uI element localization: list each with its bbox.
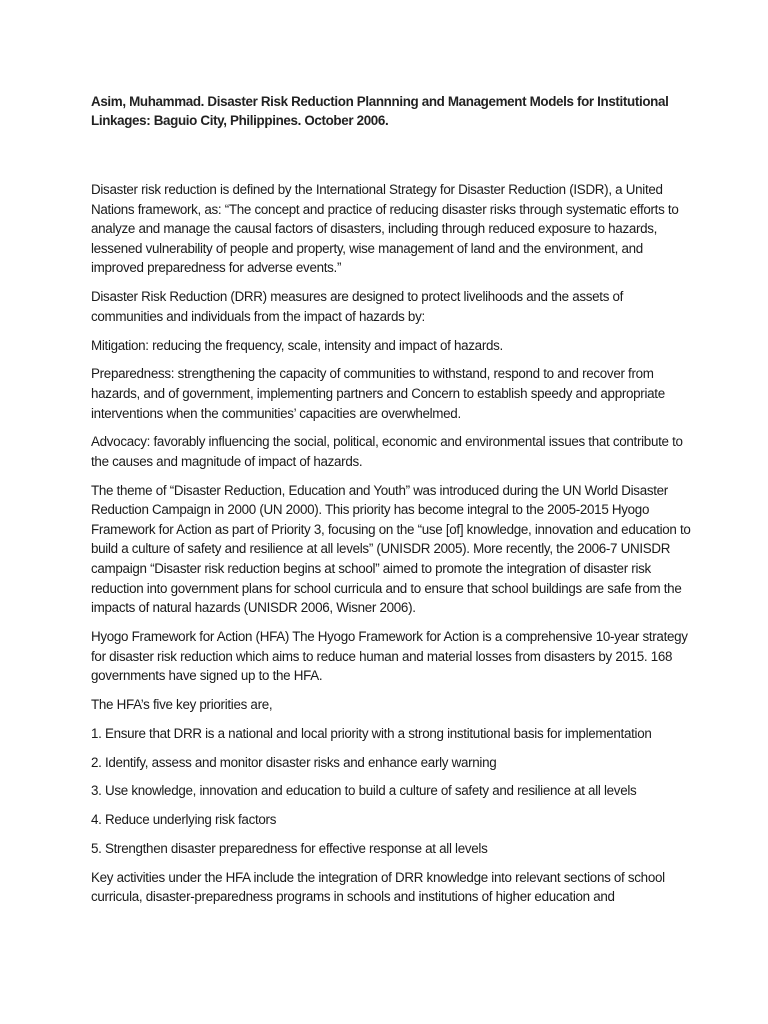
paragraph-theme: The theme of “Disaster Reduction, Education and Youth” was introduced during the UN World Disaster Reduction Campaign in 2000 (UN 2000). This priority has become integral to the 2005-2015 Hyogo Framework for Action as part of Priority 3, focusing on the “use [of] knowledge, innovation and education to build a culture of safety and resilience at all levels” (UNISDR 2005). More recently, the 2006-7 UNISDR campaign “Disaster risk reduction begins at school” aimed to promote the integration of disaster risk reduction into government plans for school curricula and to ensure that school buildings are safe from the impacts of natural hazards (UNISDR 2006, Wisner 2006). <box>91 482 691 616</box>
paragraph-hyogo-framework: Hyogo Framework for Action (HFA) The Hyogo Framework for Action is a comprehensive 10-year strategy for disaster risk reduction which aims to reduce human and material losses from disasters by 2015. 168 governments have signed up to the HFA. <box>91 629 688 684</box>
paragraph-advocacy: Advocacy: favorably influencing the social, political, economic and environmental issues that contribute to the causes and magnitude of impact of hazards. <box>91 434 683 469</box>
paragraph-preparedness: Preparedness: strengthening the capacity of communities to withstand, respond to and recover from hazards, and of government, implementing partners and Concern to establish speedy and appropriate interventions when the communities’ capacities are overwhelmed. <box>91 366 665 421</box>
document-page <box>91 92 691 916</box>
paragraph-priorities-intro: The HFA’s five key priorities are, <box>91 696 273 712</box>
paragraph-mitigation: Mitigation: reducing the frequency, scale, intensity and impact of hazards. <box>91 337 503 353</box>
paragraph-key-activities: Key activities under the HFA include the integration of DRR knowledge into relevant sections of school curricula, disaster-preparedness programs in schools and institutions of higher education and <box>91 869 665 905</box>
list-item-priority-1: 1. Ensure that DRR is a national and local priority with a strong institutional basis for implementation <box>91 725 652 741</box>
list-item-priority-5: 5. Strengthen disaster preparedness for effective response at all levels <box>91 840 488 856</box>
list-item-priority-4: 4. Reduce underlying risk factors <box>91 812 277 828</box>
paragraph-drr-measures: Disaster Risk Reduction (DRR) measures are designed to protect livelihoods and the assets of communities and individuals from the impact of hazards by: <box>91 289 624 324</box>
citation-heading: Asim, Muhammad. Disaster Risk Reduction Plannning and Management Models for Institutional Linkages: Baguio City, Philippines. October 2006. <box>91 94 669 128</box>
list-item-priority-2: 2. Identify, assess and monitor disaster risks and enhance early warning <box>91 754 497 770</box>
list-item-priority-3: 3. Use knowledge, innovation and education to build a culture of safety and resilience at all levels <box>91 783 637 799</box>
paragraph-isdr-definition: Disaster risk reduction is defined by the International Strategy for Disaster Reduction (ISDR), a United Nations framework, as: “The concept and practice of reducing disaster risks through systematic efforts to analyze and manage the causal factors of disasters, including through reduced exposure to hazards, lessened vulnerability of people and property, wise management of land and the environment, and improved preparedness for adverse events.” <box>91 182 679 276</box>
